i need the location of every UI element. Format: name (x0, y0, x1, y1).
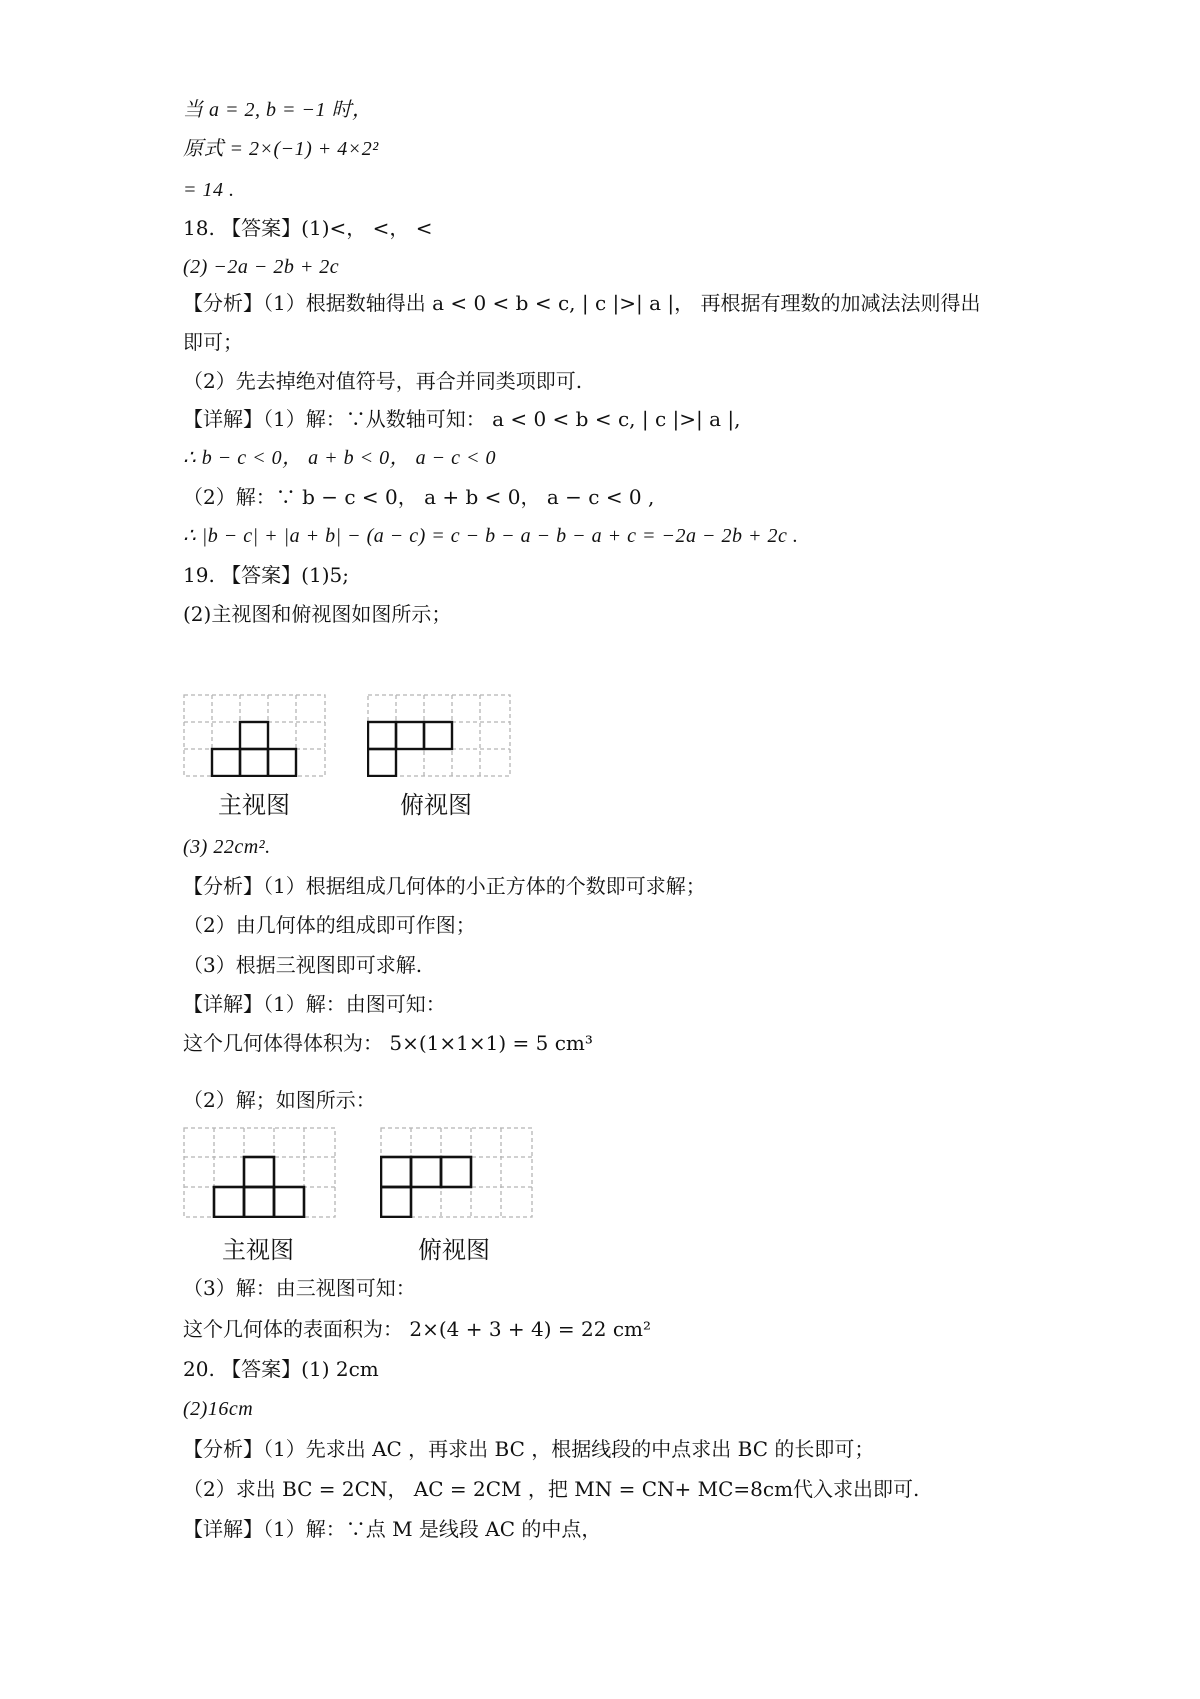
top-view-grid (380, 1127, 533, 1218)
text-line: (2) −2a − 2b + 2c (183, 256, 340, 278)
answer-19-part3: (3) 22cm². (183, 836, 271, 858)
front-view-grid (183, 694, 326, 777)
detail-20: 【详解】（1）解：∵点 M 是线段 AC 的中点， (183, 1517, 602, 1541)
text-line: ∴ b − c < 0， a + b < 0， a − c < 0 (183, 447, 496, 469)
text-line: 这个几何体的表面积为： 2×(4 + 3 + 4) = 22 cm² (183, 1317, 652, 1341)
answer-18: 18. 【答案】(1)<， <， < (183, 216, 433, 240)
detail-19: 【详解】（1）解：由图可知： (183, 992, 446, 1016)
text-line: 即可； (183, 330, 243, 354)
front-view-grid (183, 1127, 336, 1218)
top-view-grid (367, 694, 511, 777)
front-view-caption: 主视图 (218, 791, 290, 819)
analysis-18: 【分析】（1）根据数轴得出 a < 0 < b < c, | c |>| a |， 再根据有理数的加减法法则得出 (183, 291, 981, 315)
text-line: 当 a = 2, b = −1 时， (183, 99, 373, 121)
text-line: （3）解：由三视图可知： (183, 1276, 416, 1300)
analysis-19: 【分析】（1）根据组成几何体的小正方体的个数即可求解； (183, 874, 706, 898)
text-line: 这个几何体得体积为： 5×(1×1×1) = 5 cm³ (183, 1031, 593, 1055)
text-line: = 14 . (183, 179, 235, 201)
top-view-caption: 俯视图 (418, 1236, 490, 1264)
answer-19: 19. 【答案】(1)5; (183, 563, 349, 587)
text-line: （2）求出 BC = 2CN， AC = 2CM ，把 MN = CN+ MC=8cm代入求出即可. (183, 1477, 920, 1501)
text-line: (2)主视图和俯视图如图所示； (183, 602, 452, 626)
text-line: （3）根据三视图即可求解. (183, 953, 423, 977)
text-line: 原式 = 2×(−1) + 4×2² (183, 138, 379, 160)
text-line: ∴ |b − c| + |a + b| − (a − c) = c − b − a − b − a + c = −2a − 2b + 2c . (183, 525, 799, 547)
top-view-caption: 俯视图 (400, 791, 472, 819)
text-line: (2)16cm (183, 1398, 254, 1420)
analysis-20: 【分析】（1）先求出 AC ，再求出 BC ，根据线段的中点求出 BC 的长即可； (183, 1437, 875, 1461)
text-line: （2）解；如图所示： (183, 1088, 376, 1112)
answer-20: 20. 【答案】(1) 2cm (183, 1357, 379, 1381)
text-line: （2）先去掉绝对值符号，再合并同类项即可. (183, 369, 583, 393)
front-view-caption: 主视图 (222, 1236, 294, 1264)
text-line: （2）解：∵ b − c < 0， a + b < 0， a − c < 0 , (183, 485, 655, 509)
detail-18: 【详解】（1）解：∵从数轴可知： a < 0 < b < c, | c |>| a |, (183, 407, 741, 431)
text-line: （2）由几何体的组成即可作图； (183, 913, 476, 937)
